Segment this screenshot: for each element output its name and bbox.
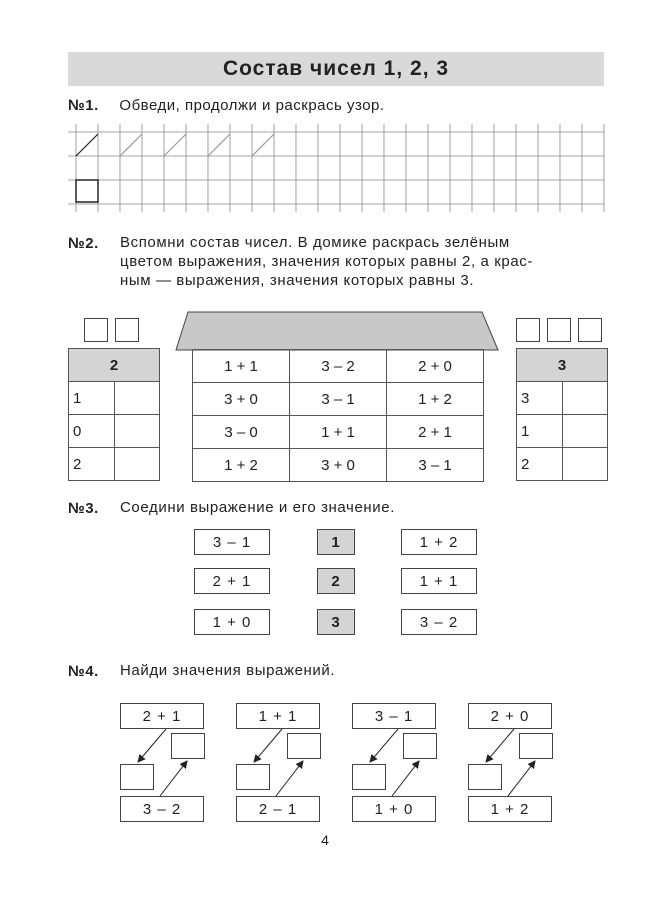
answer-box[interactable] — [287, 733, 321, 759]
expression-box-top: 2 + 0 — [468, 703, 552, 729]
task1-number: №1. — [68, 97, 99, 114]
table-cell: 3 — [517, 382, 563, 415]
arrow-up-icon — [508, 761, 535, 796]
arrow-down-icon — [254, 729, 282, 762]
answer-cell[interactable] — [563, 415, 608, 448]
value-box[interactable]: 2 — [317, 568, 355, 594]
task1-text: Обведи, продолжи и раскрась узор. — [119, 97, 385, 114]
answer-square[interactable] — [84, 318, 108, 342]
expression-box[interactable]: 2 + 1 — [194, 568, 270, 594]
answer-square[interactable] — [115, 318, 139, 342]
answer-cell[interactable] — [115, 415, 160, 448]
arrow-down-icon — [486, 729, 514, 762]
table-cell: 0 — [69, 415, 115, 448]
answer-cell[interactable] — [563, 382, 608, 415]
expression-cell[interactable]: 1 + 2 — [387, 383, 484, 416]
value-box[interactable]: 1 — [317, 529, 355, 555]
expression-cell[interactable]: 2 + 0 — [387, 350, 484, 383]
task2-number: №2. — [68, 235, 99, 252]
task3-text: Соедини выражение и его значение. — [120, 499, 395, 516]
task4-heading — [68, 662, 105, 681]
composition-table-3 — [516, 348, 608, 481]
table-cell: 1 — [69, 382, 115, 415]
arrow-down-icon — [138, 729, 166, 762]
expression-box-bottom: 1 + 2 — [468, 796, 552, 822]
arrow-up-icon — [276, 761, 303, 796]
expression-cell[interactable]: 3 – 1 — [387, 449, 484, 482]
task2-heading — [68, 234, 105, 253]
expression-cell[interactable]: 3 – 1 — [290, 383, 387, 416]
task1-heading — [68, 96, 385, 115]
expression-cell[interactable]: 3 + 0 — [290, 449, 387, 482]
task2-line-3: ным — выражения, значения которых равны 3. — [120, 272, 475, 289]
answer-square[interactable] — [516, 318, 540, 342]
expression-box[interactable]: 1 + 2 — [401, 529, 477, 555]
expression-box[interactable]: 1 + 1 — [401, 568, 477, 594]
expression-box-bottom: 1 + 0 — [352, 796, 436, 822]
table-header: 3 — [517, 349, 608, 382]
expression-box-top: 1 + 1 — [236, 703, 320, 729]
arrow-up-icon — [392, 761, 419, 796]
task2-line-2: цветом выражения, значения которых равны 2, а крас- — [120, 253, 533, 270]
answer-cell[interactable] — [563, 448, 608, 481]
answer-box[interactable] — [120, 764, 154, 790]
expression-cell[interactable]: 1 + 2 — [193, 449, 290, 482]
answer-box[interactable] — [519, 733, 553, 759]
expression-box[interactable]: 3 – 2 — [401, 609, 477, 635]
answer-square[interactable] — [547, 318, 571, 342]
house-roof — [172, 310, 502, 352]
answer-box[interactable] — [352, 764, 386, 790]
task3-number: №3. — [68, 500, 99, 517]
house-table — [192, 349, 484, 482]
expression-box-top: 3 – 1 — [352, 703, 436, 729]
expression-cell[interactable]: 2 + 1 — [387, 416, 484, 449]
arrow-up-icon — [160, 761, 187, 796]
answer-box[interactable] — [236, 764, 270, 790]
task4-number: №4. — [68, 663, 99, 680]
expression-box-top: 2 + 1 — [120, 703, 204, 729]
value-box[interactable]: 3 — [317, 609, 355, 635]
page-title: Состав чисел 1, 2, 3 — [68, 52, 604, 86]
composition-table-2 — [68, 348, 160, 481]
page-number: 4 — [321, 832, 329, 848]
answer-box[interactable] — [403, 733, 437, 759]
table-header: 2 — [69, 349, 160, 382]
expression-box[interactable]: 1 + 0 — [194, 609, 270, 635]
expression-cell[interactable]: 3 + 0 — [193, 383, 290, 416]
answer-cell[interactable] — [115, 382, 160, 415]
answer-cell[interactable] — [115, 448, 160, 481]
expression-box[interactable]: 3 – 1 — [194, 529, 270, 555]
arrow-down-icon — [370, 729, 398, 762]
expression-cell[interactable]: 1 + 1 — [193, 350, 290, 383]
table-cell: 2 — [517, 448, 563, 481]
expression-cell[interactable]: 1 + 1 — [290, 416, 387, 449]
table-cell: 1 — [517, 415, 563, 448]
expression-box-bottom: 2 – 1 — [236, 796, 320, 822]
table-cell: 2 — [69, 448, 115, 481]
expression-cell[interactable]: 3 – 0 — [193, 416, 290, 449]
task4-text: Найди значения выражений. — [120, 662, 336, 679]
expression-cell[interactable]: 3 – 2 — [290, 350, 387, 383]
answer-box[interactable] — [468, 764, 502, 790]
answer-square[interactable] — [578, 318, 602, 342]
expression-box-bottom: 3 – 2 — [120, 796, 204, 822]
answer-box[interactable] — [171, 733, 205, 759]
pattern-grid[interactable] — [68, 124, 608, 216]
task3-heading — [68, 499, 105, 518]
task2-line-1: Вспомни состав чисел. В домике раскрась зелёным — [120, 234, 510, 251]
